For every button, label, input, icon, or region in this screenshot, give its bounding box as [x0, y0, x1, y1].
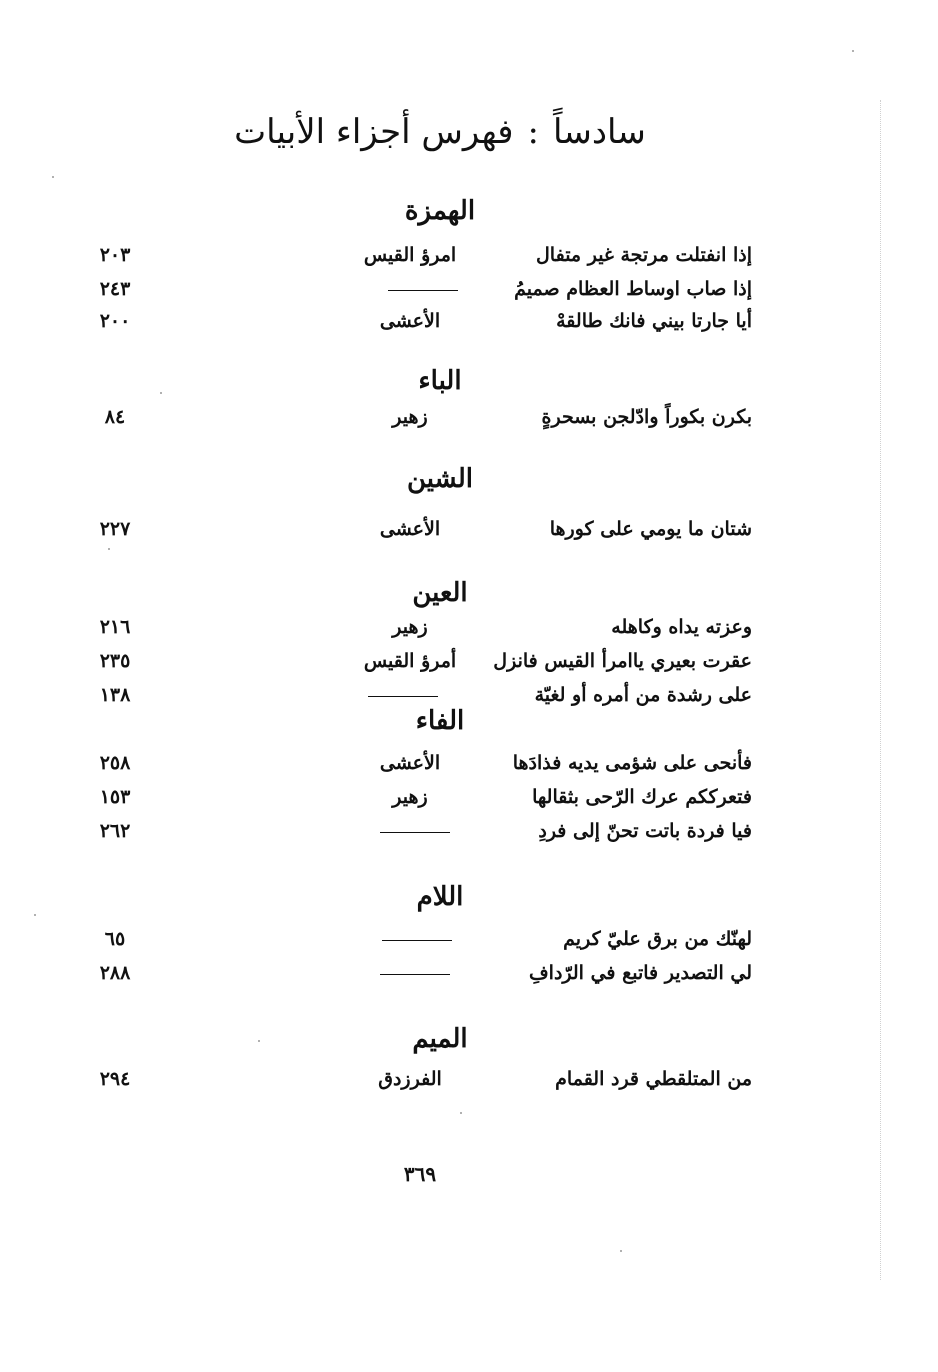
index-row [0, 406, 938, 436]
poet-dash [388, 290, 458, 291]
page-reference: ٢٠٣ [99, 244, 131, 266]
section-heading-ba: الباء [418, 366, 462, 396]
verse-text: عقرت بعيري ياامرأ القيس فانزل [493, 650, 752, 672]
poet-name: أمرؤ القيس [363, 650, 457, 672]
verse-text: بكرن بكوراً وادّلجن بسحرةٍ [541, 406, 752, 428]
poet-name: الفرزدق [378, 1068, 442, 1090]
index-row [0, 962, 938, 992]
poet-name: الأعشى [379, 752, 441, 774]
poet-name: الأعشى [379, 310, 441, 332]
verse-text: لي التصدير فاتبع في الرّدافِ [528, 962, 752, 984]
verse-text: فأنحى على شؤمى يديه فذادَها [512, 752, 752, 774]
section-heading-fa: الفاء [415, 706, 465, 736]
index-row [0, 820, 938, 850]
verse-text: على رشدة من أمره أو لغيّة [534, 684, 752, 706]
page-reference: ٢٩٤ [99, 1068, 131, 1090]
index-row [0, 310, 938, 340]
scan-speck [160, 392, 162, 394]
scan-speck [34, 914, 36, 916]
poet-dash [380, 832, 450, 833]
verse-text: شتان ما يومي على كورها [549, 518, 752, 540]
verse-text: إذا انفتلت مرتجة غير متفال [535, 244, 752, 266]
page-reference: ٢٠٠ [99, 310, 131, 332]
page-number: ٣٦٩ [403, 1162, 437, 1186]
section-heading-hamza: الهمزة [404, 196, 476, 226]
index-row [0, 786, 938, 816]
index-row [0, 928, 938, 958]
index-row [0, 244, 938, 274]
poet-name: زهير [392, 406, 428, 428]
index-row [0, 278, 938, 308]
index-row [0, 1068, 938, 1098]
verse-text: فيا فردة باتت تحنّ إلى فردِ [538, 820, 752, 842]
title-part-a: سادساً [553, 112, 646, 152]
index-row [0, 752, 938, 782]
section-heading-shin: الشين [407, 464, 473, 494]
page-reference: ٢٣٥ [99, 650, 131, 672]
page-reference: ٢٤٣ [99, 278, 131, 300]
page-reference: ٢٢٧ [99, 518, 131, 540]
poet-name: الأعشى [379, 518, 441, 540]
index-row [0, 518, 938, 548]
verse-text: لهنّك من برق عليّ كريم [563, 928, 752, 950]
page-title [200, 112, 680, 152]
scan-speck [852, 50, 854, 52]
title-separator: : [527, 112, 539, 152]
section-heading-mim: الميم [412, 1024, 468, 1054]
section-heading-ain: العين [412, 578, 468, 608]
title-part-b: فهرس أجزاء الأبيات [234, 112, 514, 152]
scan-speck [620, 1250, 622, 1252]
verse-text: فتعرككم عرك الرّحى بثقالها [532, 786, 752, 808]
page-reference: ٢٥٨ [99, 752, 131, 774]
scan-speck [258, 1040, 260, 1042]
verse-text: إذا صاب اوساط العظام صميمُ [514, 278, 752, 300]
page-reference: ٨٤ [104, 406, 126, 428]
poet-dash [380, 974, 450, 975]
poet-dash [382, 940, 452, 941]
poet-name: زهير [392, 786, 428, 808]
page-reference: ٢٨٨ [99, 962, 131, 984]
poet-name: زهير [392, 616, 428, 638]
poet-name: امرؤ القيس [363, 244, 457, 266]
section-heading-lam: اللام [416, 882, 464, 912]
index-row [0, 650, 938, 680]
scan-speck [108, 548, 110, 550]
verse-text: من المتلقطي قرد القمام [555, 1068, 752, 1090]
scan-speck [52, 176, 54, 178]
poet-dash [368, 696, 438, 697]
index-row [0, 616, 938, 646]
page-reference: ٦٥ [104, 928, 126, 950]
scan-speck [460, 1112, 462, 1114]
page-reference: ١٥٣ [99, 786, 131, 808]
page-reference: ٢١٦ [99, 616, 131, 638]
verse-text: وعزته يداه وكاهله [611, 616, 752, 638]
page-reference: ٢٦٢ [99, 820, 131, 842]
page-reference: ١٣٨ [99, 684, 131, 706]
verse-text: أيا جارتا بيني فانك طالقهْ [556, 310, 752, 332]
